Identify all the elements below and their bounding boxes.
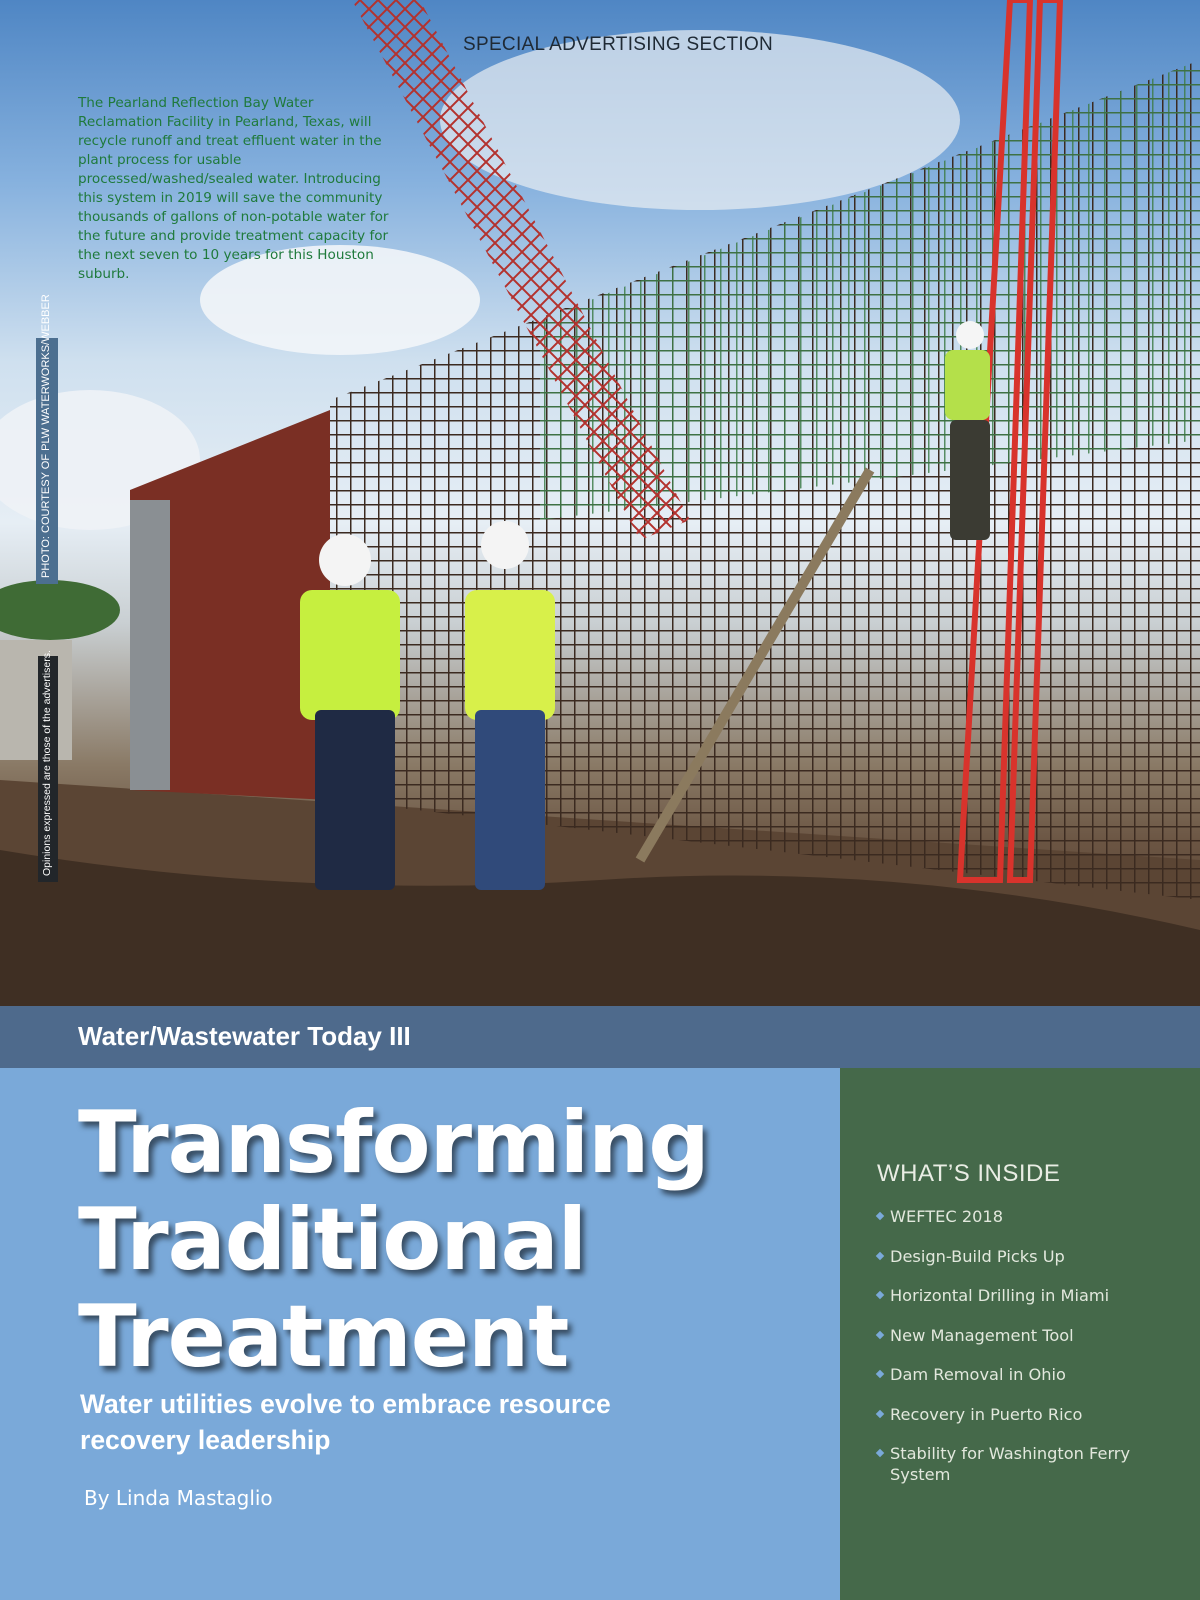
article-byline: By Linda Mastaglio — [84, 1486, 273, 1510]
list-item[interactable] — [877, 1325, 1177, 1346]
photo-credit-tab — [36, 294, 58, 584]
article-title-line-1: Transforming — [78, 1093, 709, 1193]
list-item-label: Recovery in Puerto Rico — [890, 1404, 1083, 1424]
diamond-bullet-icon — [876, 1330, 884, 1338]
whats-inside-list — [877, 1206, 1177, 1504]
list-item-label: Horizontal Drilling in Miami — [890, 1286, 1110, 1305]
diamond-bullet-icon — [876, 1409, 884, 1417]
section-label: SPECIAL ADVERTISING SECTION — [463, 34, 774, 55]
list-item[interactable] — [877, 1443, 1177, 1485]
article-title-line-2: Traditional — [78, 1190, 587, 1290]
article-title-line-3: Treatment — [78, 1287, 569, 1387]
diamond-bullet-icon — [876, 1251, 884, 1259]
article-title-panel — [0, 1068, 840, 1600]
disclaimer-text: Opinions expressed are those of the advertisers. — [41, 650, 53, 876]
whats-inside-panel — [840, 1068, 1200, 1600]
list-item[interactable] — [877, 1404, 1177, 1425]
diamond-bullet-icon — [876, 1291, 884, 1299]
disclaimer-tab — [38, 650, 58, 882]
photo-credit: PHOTO: COURTESY OF PLW WATERWORKS/WEBBER — [40, 294, 52, 578]
list-item-label: Dam Removal in Ohio — [890, 1365, 1066, 1384]
series-title: Water/Wastewater Today III — [78, 1021, 411, 1051]
list-item-label: New Management Tool — [890, 1325, 1074, 1345]
diamond-bullet-icon — [876, 1212, 884, 1220]
photo-caption: The Pearland Reflection Bay Water Reclamation Facility in Pearland, Texas, will recycle runoff and treat effluent water in the plant process for usable processed/washed/sealed water. Introducing this system in 2019 will save the community thousands of gallons of non-potable water for the future and provide treatment capacity for the next seven to 10 years for this Houston suburb. — [78, 94, 389, 282]
whats-inside-heading: WHAT’S INSIDE — [877, 1160, 1061, 1187]
list-item[interactable] — [877, 1364, 1177, 1385]
list-item-label: Stability for Washington Ferry System — [890, 1444, 1131, 1484]
article-subtitle: Water utilities evolve to embrace resource recovery leadership — [80, 1389, 611, 1455]
diamond-bullet-icon — [876, 1449, 884, 1457]
list-item-label: Design-Build Picks Up — [890, 1246, 1065, 1266]
list-item-label: WEFTEC 2018 — [890, 1207, 1004, 1226]
series-bar — [0, 1006, 1200, 1068]
diamond-bullet-icon — [876, 1370, 884, 1378]
list-item[interactable] — [877, 1206, 1177, 1227]
list-item[interactable] — [877, 1246, 1177, 1267]
list-item[interactable] — [877, 1285, 1177, 1306]
